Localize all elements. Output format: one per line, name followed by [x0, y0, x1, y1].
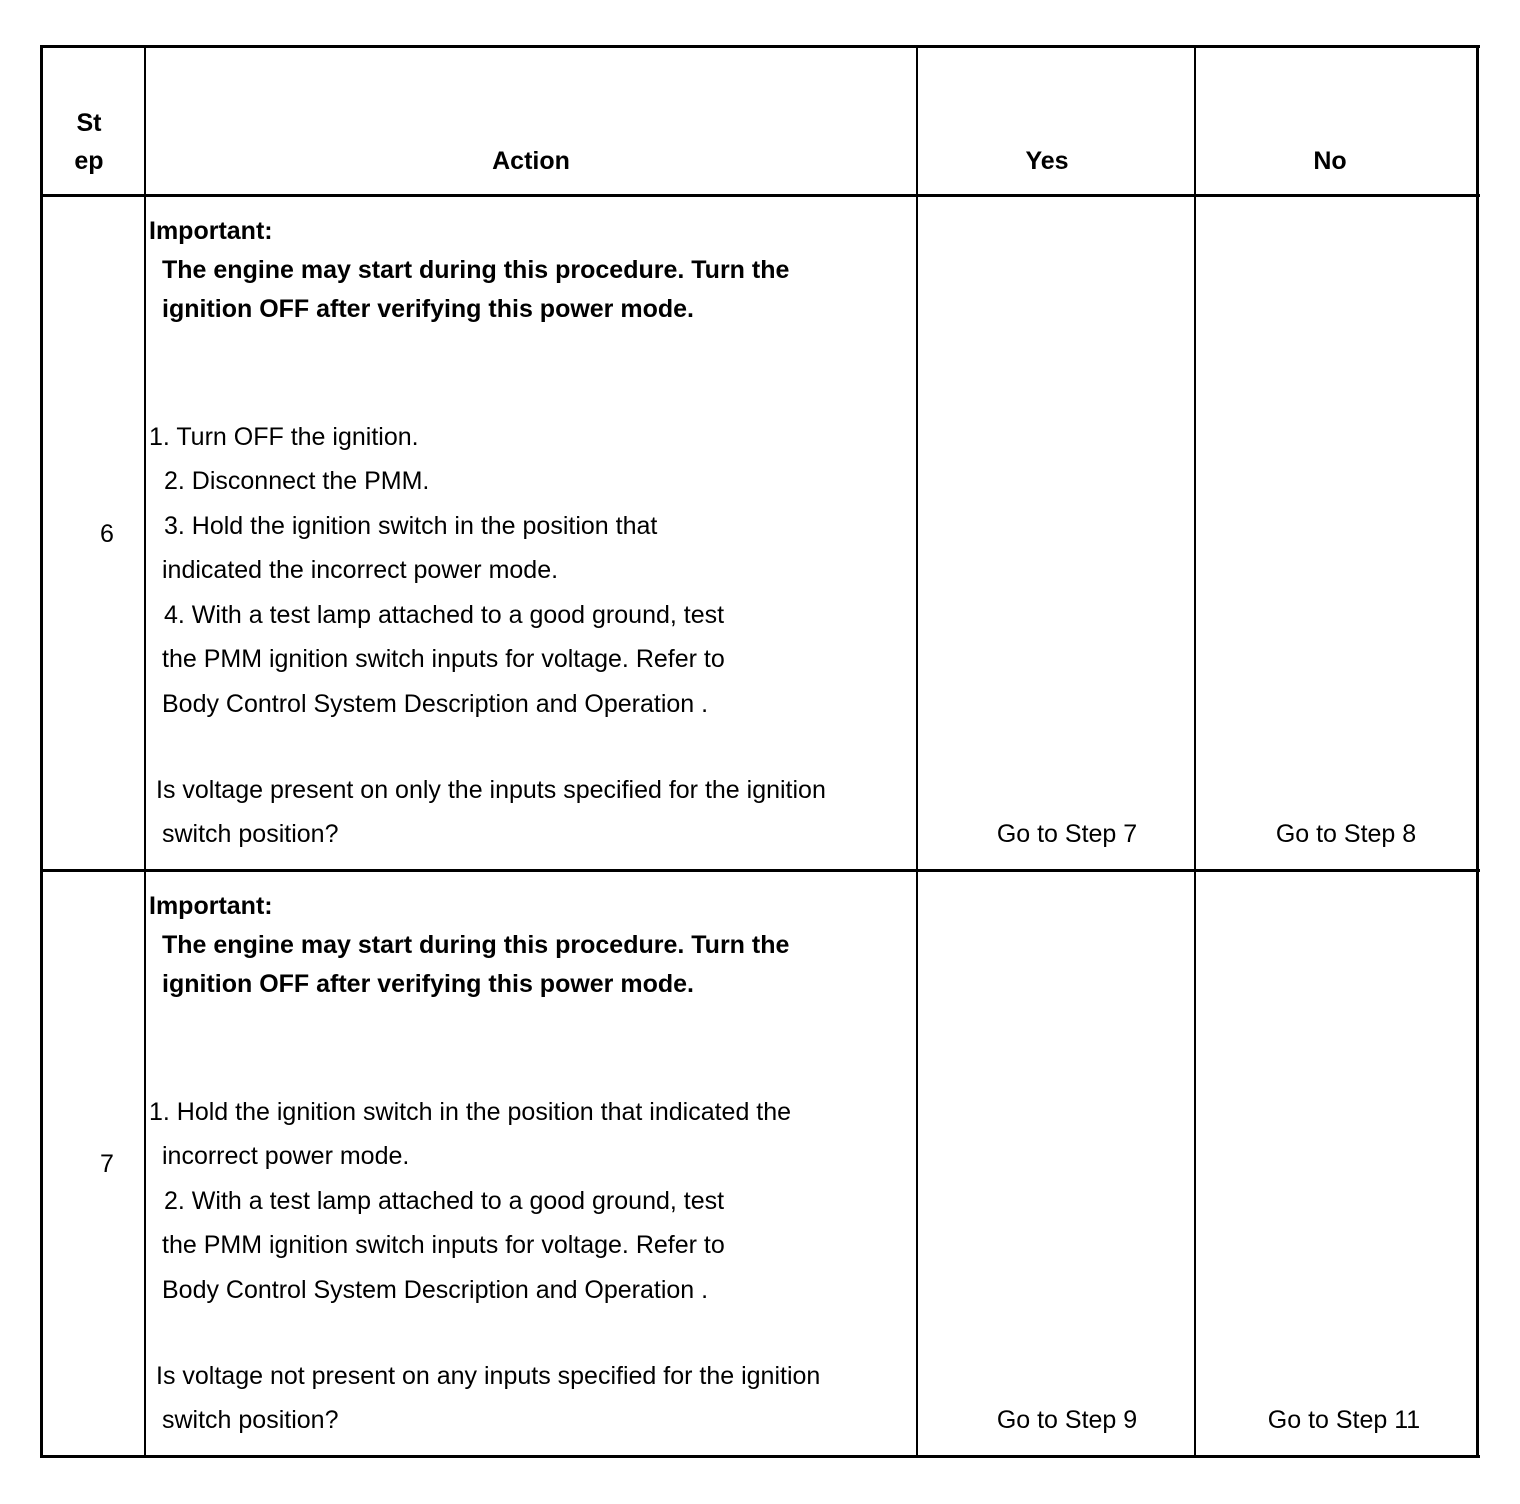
column-divider-yes	[1194, 45, 1196, 1458]
header-action: Action	[492, 147, 570, 175]
action-step: the PMM ignition switch inputs for voltage. Refer to	[162, 645, 725, 673]
important-text: The engine may start during this procedure. Turn the	[162, 256, 790, 284]
action-step: 1. Hold the ignition switch in the position that indicated the	[149, 1098, 792, 1126]
important-text: ignition OFF after verifying this power mode.	[162, 970, 694, 998]
step-number: 7	[100, 1150, 114, 1178]
header-step-line2: ep	[74, 147, 104, 175]
yes-result: Go to Step 7	[996, 820, 1138, 848]
table-border-right	[1476, 45, 1479, 1458]
header-divider	[40, 194, 1480, 197]
yes-result: Go to Step 9	[996, 1406, 1138, 1434]
no-result: Go to Step 11	[1267, 1406, 1421, 1434]
question: switch position?	[162, 820, 339, 848]
important-text: The engine may start during this procedure. Turn the	[162, 931, 790, 959]
action-step: the PMM ignition switch inputs for voltage. Refer to	[162, 1231, 725, 1259]
action-step: 1. Turn OFF the ignition.	[149, 423, 419, 451]
action-step: indicated the incorrect power mode.	[162, 556, 559, 584]
table-border-left	[40, 45, 43, 1458]
header-yes: Yes	[1025, 147, 1069, 175]
action-step: incorrect power mode.	[162, 1142, 410, 1170]
table-border-bottom	[40, 1455, 1480, 1458]
question: switch position?	[162, 1406, 339, 1434]
header-step-line1: St	[76, 109, 102, 137]
action-step: Body Control System Description and Operation .	[162, 690, 709, 718]
table-border-top	[40, 45, 1480, 48]
action-step: 4. With a test lamp attached to a good ground, test	[164, 601, 725, 629]
column-divider-step	[144, 45, 146, 1458]
important-text: ignition OFF after verifying this power mode.	[162, 295, 694, 323]
action-step: 2. Disconnect the PMM.	[164, 467, 430, 495]
action-step: 2. With a test lamp attached to a good ground, test	[164, 1187, 725, 1215]
action-step: 3. Hold the ignition switch in the position that	[164, 512, 658, 540]
row-divider	[40, 869, 1480, 872]
question: Is voltage not present on any inputs specified for the ignition	[156, 1362, 821, 1390]
column-divider-action	[916, 45, 918, 1458]
step-number: 6	[100, 520, 114, 548]
no-result: Go to Step 8	[1275, 820, 1417, 848]
question: Is voltage present on only the inputs specified for the ignition	[156, 776, 826, 804]
header-no: No	[1313, 147, 1347, 175]
action-step: Body Control System Description and Operation .	[162, 1276, 709, 1304]
important-label: Important:	[149, 217, 273, 245]
important-label: Important:	[149, 892, 273, 920]
